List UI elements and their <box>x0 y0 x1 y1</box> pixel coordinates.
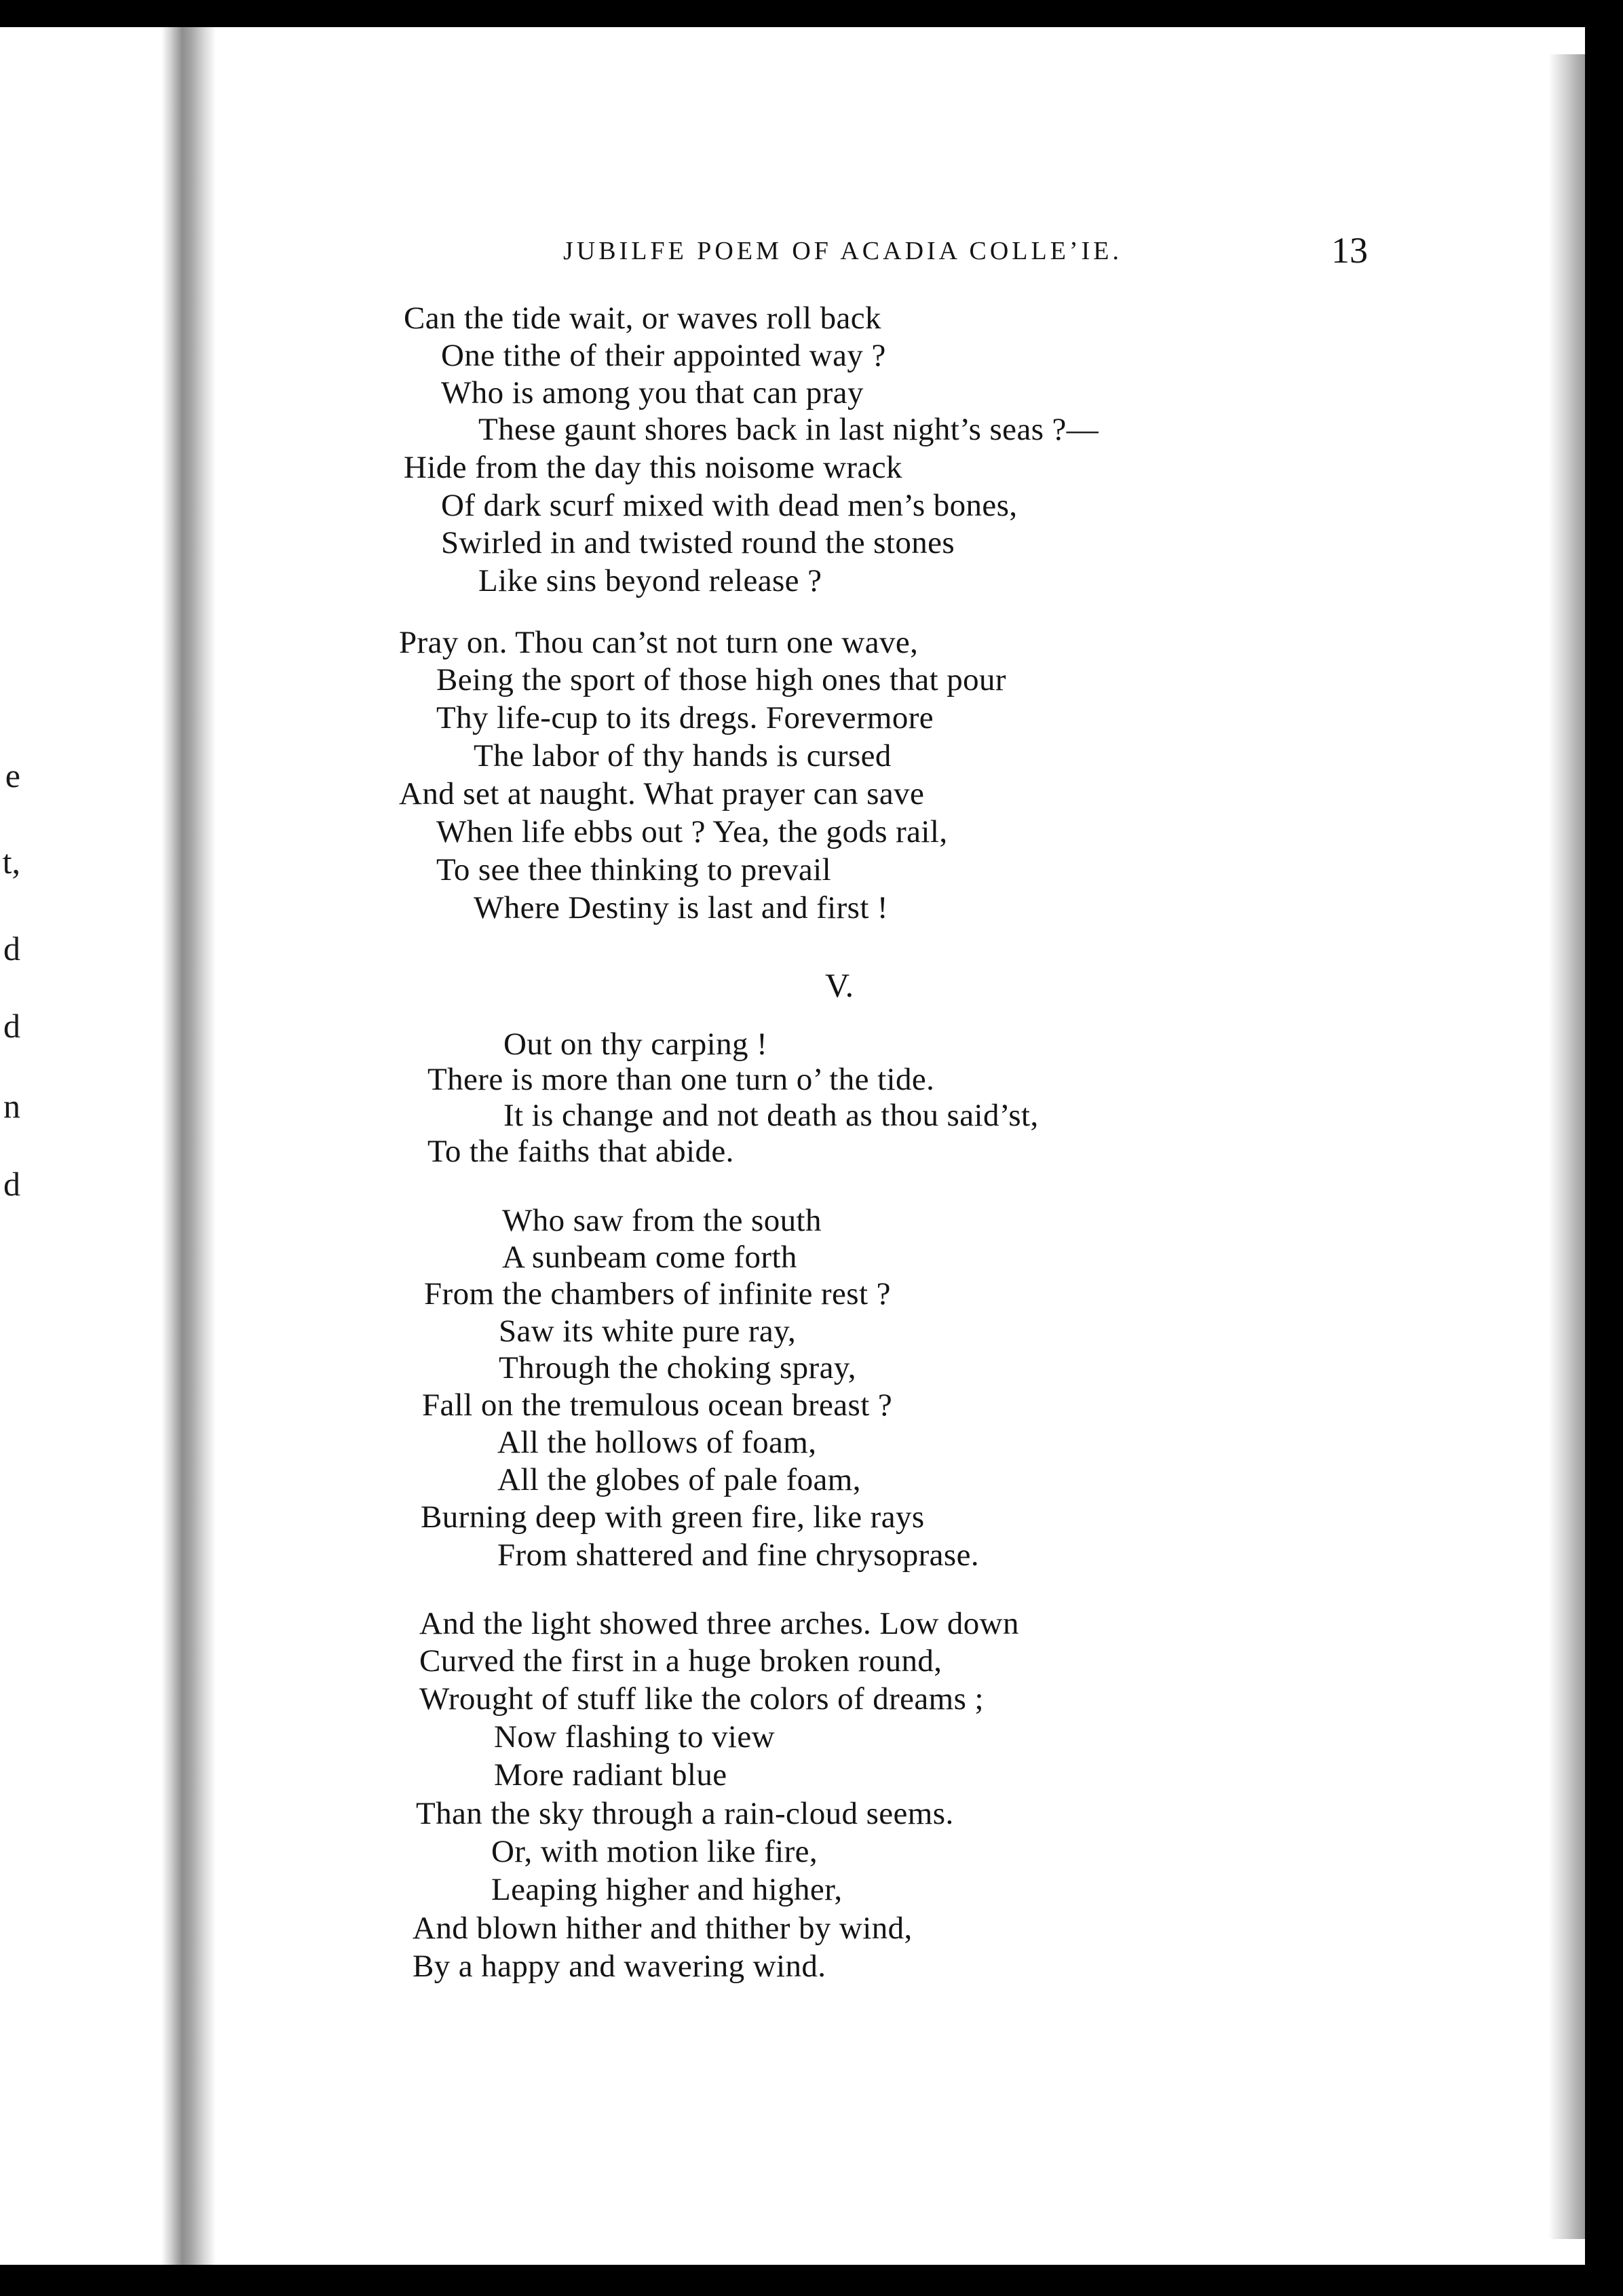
poem-line: To the faiths that abide. <box>427 1134 734 1169</box>
poem-line: Saw its white pure ray, <box>499 1314 797 1349</box>
poem-line: And set at naught. What prayer can save <box>399 776 925 811</box>
facing-page-fragment: n <box>3 1087 20 1125</box>
facing-page-fragment: d <box>3 1007 20 1045</box>
poem-line: From the chambers of infinite rest ? <box>424 1276 891 1312</box>
facing-page-fragment: t, <box>2 843 20 881</box>
poem-line: And the light showed three arches. Low down <box>419 1606 1019 1641</box>
poem-line: Through the choking spray, <box>499 1350 856 1385</box>
running-head: JUBILFE POEM OF ACADIA COLLE’IE. <box>563 237 1122 265</box>
poem-line: Now flashing to view <box>494 1719 775 1755</box>
section-number: V. <box>825 966 854 1004</box>
poem-line: There is more than one turn o’ the tide. <box>427 1062 935 1097</box>
poem-line: Who saw from the south <box>502 1203 822 1238</box>
facing-page-fragment: d <box>3 930 20 968</box>
poem-line: Where Destiny is last and first ! <box>474 890 888 925</box>
poem-line: The labor of thy hands is cursed <box>474 738 892 773</box>
poem-line: From shattered and fine chrysoprase. <box>497 1537 980 1573</box>
poem-line: More radiant blue <box>494 1757 727 1793</box>
poem-line: All the globes of pale foam, <box>497 1462 861 1497</box>
poem-line: Like sins beyond release ? <box>478 563 822 598</box>
poem-line: Thy life-cup to its dregs. Forevermore <box>436 700 934 735</box>
poem-line: One tithe of their appointed way ? <box>441 338 886 373</box>
poem-line: Pray on. Thou can’st not turn one wave, <box>399 625 919 660</box>
poem-line: Than the sky through a rain-cloud seems. <box>416 1796 954 1831</box>
poem-line: All the hollows of foam, <box>497 1425 817 1460</box>
poem-line: To see thee thinking to prevail <box>436 852 832 887</box>
facing-page-fragment: d <box>3 1165 20 1203</box>
poem-line: Curved the first in a huge broken round, <box>419 1643 942 1679</box>
page-number: 13 <box>1331 230 1368 271</box>
poem-line: Fall on the tremulous ocean breast ? <box>422 1388 893 1423</box>
poem-line: It is change and not death as thou said’st, <box>503 1098 1039 1133</box>
poem-line: A sunbeam come forth <box>502 1240 797 1275</box>
poem-line: Burning deep with green fire, like rays <box>421 1499 925 1535</box>
poem-line: Hide from the day this noisome wrack <box>404 450 902 485</box>
poem-line: Who is among you that can pray <box>441 375 864 410</box>
poem-line: These gaunt shores back in last night’s seas ?— <box>478 412 1099 447</box>
poem-line: Being the sport of those high ones that pour <box>436 662 1006 697</box>
poem-line: And blown hither and thither by wind, <box>413 1911 913 1946</box>
poem-line: Swirled in and twisted round the stones <box>441 525 955 560</box>
poem-line: Of dark scurf mixed with dead men’s bones, <box>441 488 1018 523</box>
poem-line: Or, with motion like fire, <box>491 1834 818 1869</box>
poem-line: Wrought of stuff like the colors of dreams ; <box>419 1681 984 1717</box>
poem-line: When life ebbs out ? Yea, the gods rail, <box>436 814 948 849</box>
poem-line: Can the tide wait, or waves roll back <box>404 301 881 336</box>
poem-line: Leaping higher and higher, <box>491 1872 843 1907</box>
poem-line: By a happy and wavering wind. <box>413 1949 826 1984</box>
poem-line: Out on thy carping ! <box>503 1027 768 1062</box>
facing-page-fragment: e <box>5 757 20 795</box>
